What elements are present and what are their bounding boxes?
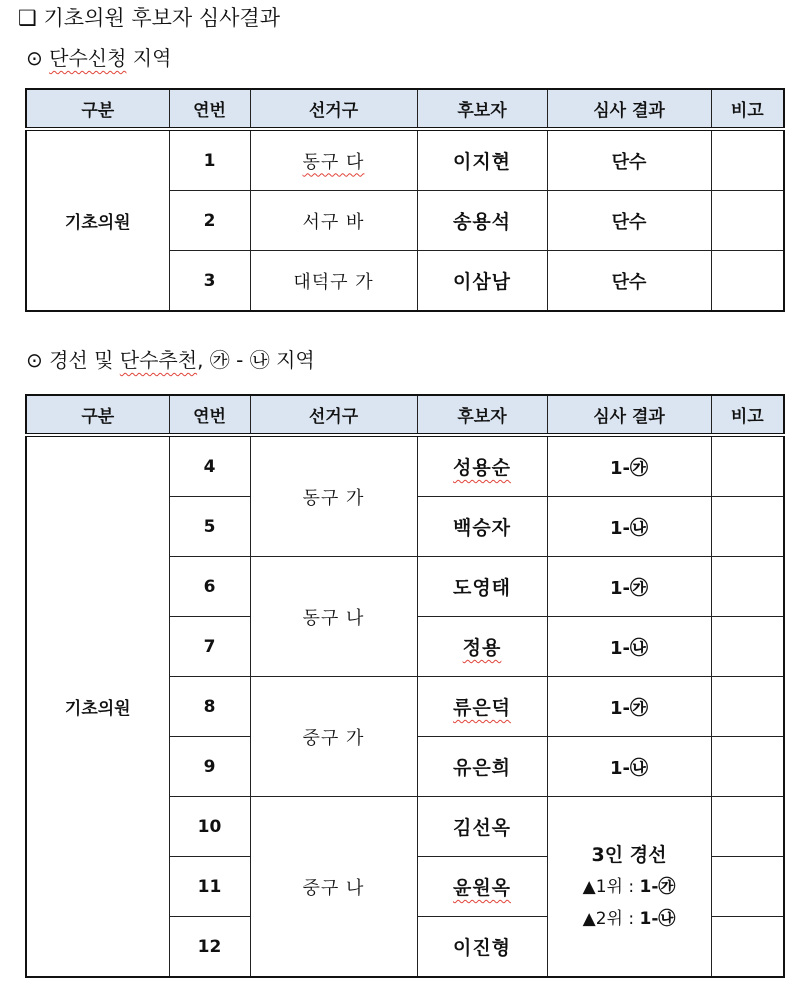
result-cell: 단수 xyxy=(547,191,711,251)
circle-dot-icon: ⊙ xyxy=(26,46,43,70)
number-cell: 3 xyxy=(169,251,250,312)
table-row xyxy=(26,129,784,191)
note-cell xyxy=(711,617,784,677)
primary-title: 3인 경선 xyxy=(591,843,667,866)
result-cell: 1-㉯ xyxy=(547,497,711,557)
rank-2-value: 1-㉯ xyxy=(639,908,676,929)
candidate-cell: 백승자 xyxy=(417,497,547,557)
number-cell: 12 xyxy=(169,917,250,978)
note-cell xyxy=(711,497,784,557)
section-title-rest: , ㉮ - ㉯ 지역 xyxy=(197,348,315,372)
result-cell: 1-㉮ xyxy=(547,435,711,497)
table-header-row xyxy=(26,89,784,129)
number-cell: 1 xyxy=(169,129,250,191)
header-district: 선거구 xyxy=(250,89,417,129)
rank-1-value: 1-㉮ xyxy=(639,876,676,897)
primary-rank-2 xyxy=(548,903,711,935)
result-cell: 1-㉮ xyxy=(547,677,711,737)
category-cell: 기초의원 xyxy=(26,435,169,977)
number-cell: 8 xyxy=(169,677,250,737)
table-header-row xyxy=(26,395,784,435)
candidate-name: 정용 xyxy=(462,637,502,659)
result-cell: 단수 xyxy=(547,129,711,191)
note-cell xyxy=(711,677,784,737)
header-candidate: 후보자 xyxy=(417,395,547,435)
section-title-primary-and-single xyxy=(26,346,315,374)
header-result: 심사 결과 xyxy=(547,395,711,435)
header-note: 비고 xyxy=(711,89,784,129)
rank-1-label: ▲1위 : xyxy=(582,876,640,897)
section-title-single-application xyxy=(26,44,171,72)
note-cell xyxy=(711,857,784,917)
single-application-table xyxy=(25,88,785,312)
candidate-cell: 이삼남 xyxy=(417,251,547,312)
primary-rank-1 xyxy=(548,871,711,903)
number-cell: 10 xyxy=(169,797,250,857)
header-district: 선거구 xyxy=(250,395,417,435)
number-cell: 4 xyxy=(169,435,250,497)
district-cell: 대덕구 가 xyxy=(250,251,417,312)
category-cell: 기초의원 xyxy=(26,129,169,311)
candidate-cell: 유은희 xyxy=(417,737,547,797)
candidate-name: 윤원옥 xyxy=(452,877,512,899)
number-cell: 11 xyxy=(169,857,250,917)
number-cell: 5 xyxy=(169,497,250,557)
candidate-cell: 이지현 xyxy=(417,129,547,191)
number-cell: 7 xyxy=(169,617,250,677)
candidate-cell xyxy=(417,435,547,497)
candidate-cell: 이진형 xyxy=(417,917,547,978)
header-candidate: 후보자 xyxy=(417,89,547,129)
candidate-cell xyxy=(417,617,547,677)
district-cell: 동구 나 xyxy=(250,557,417,677)
table-row xyxy=(26,435,784,497)
result-cell: 1-㉯ xyxy=(547,737,711,797)
district-cell: 중구 나 xyxy=(250,797,417,978)
primary-and-single-table xyxy=(25,394,785,978)
candidate-name: 성용순 xyxy=(452,457,512,479)
section-title-prefix: ⊙ 경선 및 xyxy=(26,348,120,372)
district-cell: 중구 가 xyxy=(250,677,417,797)
district-cell: 동구 가 xyxy=(250,435,417,557)
candidate-cell xyxy=(417,857,547,917)
number-cell: 2 xyxy=(169,191,250,251)
note-cell xyxy=(711,129,784,191)
note-cell xyxy=(711,251,784,312)
note-cell xyxy=(711,557,784,617)
rank-2-label: ▲2위 : xyxy=(582,908,640,929)
number-cell: 6 xyxy=(169,557,250,617)
note-cell xyxy=(711,797,784,857)
header-category: 구분 xyxy=(26,89,169,129)
district-label: 동구 다 xyxy=(302,151,365,173)
district-cell: 서구 바 xyxy=(250,191,417,251)
candidate-cell xyxy=(417,677,547,737)
result-cell: 단수 xyxy=(547,251,711,312)
result-cell: 1-㉯ xyxy=(547,617,711,677)
candidate-cell: 도영태 xyxy=(417,557,547,617)
section-title-rest: 지역 xyxy=(126,46,172,70)
note-cell xyxy=(711,191,784,251)
header-note: 비고 xyxy=(711,395,784,435)
primary-result-cell xyxy=(547,797,711,978)
header-number: 연번 xyxy=(169,89,250,129)
candidate-cell: 김선옥 xyxy=(417,797,547,857)
candidate-cell: 송용석 xyxy=(417,191,547,251)
page-heading: ❑ 기초의원 후보자 심사결과 xyxy=(18,6,280,30)
result-cell: 1-㉮ xyxy=(547,557,711,617)
note-cell xyxy=(711,435,784,497)
section-title-underlined: 단수추천 xyxy=(119,348,198,372)
candidate-name: 류은덕 xyxy=(452,697,512,719)
header-result: 심사 결과 xyxy=(547,89,711,129)
note-cell xyxy=(711,737,784,797)
header-number: 연번 xyxy=(169,395,250,435)
note-cell xyxy=(711,917,784,978)
section-title-underlined: 단수신청 xyxy=(49,46,127,70)
header-category: 구분 xyxy=(26,395,169,435)
district-cell xyxy=(250,129,417,191)
number-cell: 9 xyxy=(169,737,250,797)
